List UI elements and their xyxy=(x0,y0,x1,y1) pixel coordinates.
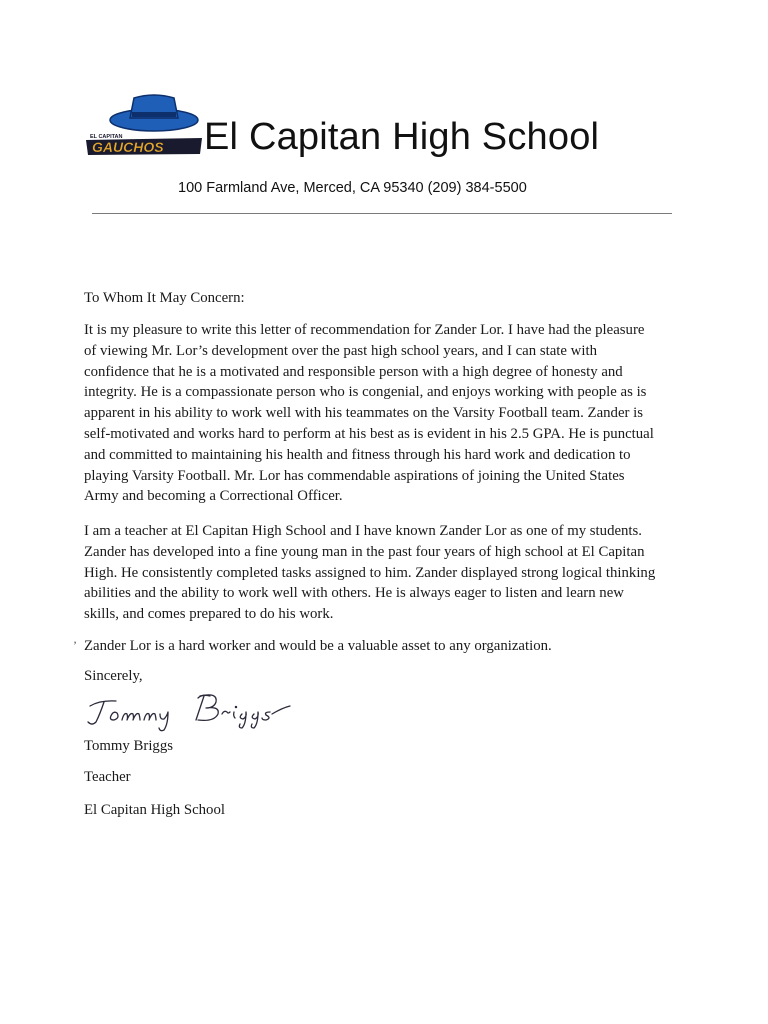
paragraph-line: integrity. He is a compassionate person who is congenial, and enjoys working with people as is xyxy=(84,384,647,401)
school-address: 100 Farmland Ave, Merced, CA 95340 (209) 384-5500 xyxy=(178,180,527,196)
paragraph-line: abilities and the ability to work well with others. He is always eager to listen and learn new xyxy=(84,585,624,602)
handwritten-signature xyxy=(86,684,326,732)
svg-text:GAUCHOS: GAUCHOS xyxy=(92,139,164,155)
salutation: To Whom It May Concern: xyxy=(84,290,245,306)
paragraph-line: Zander has developed into a fine young man in the past four years of high school at El Capitan xyxy=(84,543,645,560)
paragraph-line: of viewing Mr. Lor’s development over the past high school years, and I can state with xyxy=(84,342,597,359)
paragraph-line: apparent in his ability to work well with his teammates on the Varsity Football team. Zander is xyxy=(84,405,644,422)
paragraph-line: confidence that he is a motivated and responsible person with a high degree of honesty and xyxy=(84,363,623,380)
paragraph-2 xyxy=(84,521,684,625)
paragraph-line: Army and becoming a Correctional Officer. xyxy=(84,488,343,505)
gauchos-logo-icon xyxy=(84,94,204,160)
letterhead-divider xyxy=(92,213,672,214)
paragraph-3 xyxy=(84,636,684,657)
paragraph-line: and committed to maintaining his health and fitness through his hard work and dedication to xyxy=(84,446,631,463)
paragraph-line: It is my pleasure to write this letter of recommendation for Zander Lor. I have had the pleasure xyxy=(84,322,645,338)
paragraph-line: High. He consistently completed tasks assigned to him. Zander displayed strong logical thinking xyxy=(84,564,656,581)
signer-title: Teacher xyxy=(84,769,131,785)
signer-school: El Capitan High School xyxy=(84,802,225,818)
paragraph-line: playing Varsity Football. Mr. Lor has commendable aspirations of joining the United States xyxy=(84,467,625,484)
school-name: El Capitan High School xyxy=(204,116,600,158)
paragraph-line: self-motivated and works hard to perform at his best as is evident in his 2.5 GPA. He is punctual xyxy=(84,425,654,442)
signer-name: Tommy Briggs xyxy=(84,738,173,754)
closing: Sincerely, xyxy=(84,668,143,684)
paragraph-1 xyxy=(84,320,684,507)
paragraph-line: skills, and comes prepared to do his work. xyxy=(84,606,334,623)
paragraph-line: I am a teacher at El Capitan High School and I have known Zander Lor as one of my students. xyxy=(84,523,643,539)
svg-text:EL CAPITAN: EL CAPITAN xyxy=(90,134,123,140)
margin-mark: ’ xyxy=(73,638,77,652)
paragraph-line: Zander Lor is a hard worker and would be a valuable asset to any organization. xyxy=(84,638,552,654)
